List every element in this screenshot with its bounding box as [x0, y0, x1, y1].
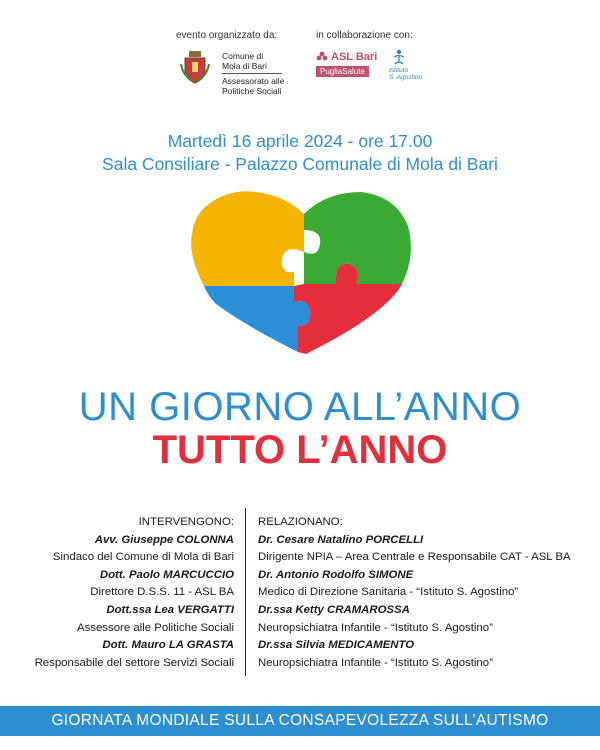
- asl-logo-sub: PugliaSalute: [316, 66, 369, 77]
- event-info: [0, 130, 600, 176]
- speaker-name: Dr. Antonio Rodolfo SIMONE: [258, 568, 414, 581]
- title-line1: UN GIORNO ALL’ANNO: [78, 385, 522, 429]
- comune-divider: [222, 73, 282, 74]
- event-venue: Sala Consiliare - Palazzo Comunale di Mola di Bari: [102, 154, 498, 174]
- istituto-figure-icon: [392, 49, 406, 65]
- event-datetime: Martedì 16 aprile 2024 - ore 17.00: [167, 131, 433, 151]
- speaker-role: Medico di Direzione Sanitaria - “Istituto S. Agostino”: [258, 586, 519, 599]
- assessorato-line1: Assessorato alle: [222, 76, 285, 86]
- comune-text: [222, 51, 284, 96]
- speaker-name: Dr. Cesare Natalino PORCELLI: [258, 533, 424, 546]
- speaker-role: Direttore D.S.S. 11 - ASL BA: [90, 586, 234, 599]
- title-line2: TUTTO L’ANNO: [152, 428, 448, 472]
- organizer-label: evento organizzato da:: [176, 30, 278, 41]
- speaker-role: Responsabile del settore Servizi Sociali: [34, 656, 234, 669]
- assessorato-line2: Politiche Sociali: [222, 86, 282, 96]
- intervengono-list: [35, 514, 234, 672]
- speaker-name: Dott. Paolo MARCUCCIO: [99, 568, 234, 581]
- istituto-line2: S. Agostino: [389, 74, 423, 81]
- speaker-role: Sindaco del Comune di Mola di Bari: [52, 551, 234, 564]
- speaker-name: Dr.ssa Ketty CRAMAROSSA: [258, 603, 410, 616]
- intervengono-heading: INTERVENGONO:: [138, 516, 234, 528]
- istituto-line1: Istituto: [389, 67, 409, 74]
- speaker-name: Dr.ssa Silvia MEDICAMENTO: [258, 639, 415, 652]
- speaker-name: Dott.ssa Lea VERGATTI: [106, 603, 234, 616]
- speaker-name: Avv. Giuseppe COLONNA: [94, 533, 234, 546]
- speaker-name: Dott. Mauro LA GRASTA: [102, 639, 234, 652]
- collab-label: in collaborazione con:: [316, 30, 413, 41]
- istituto-text: [389, 67, 422, 81]
- puzzle-piece-yellow: [191, 191, 304, 286]
- speaker-role: Assessore alle Politiche Sociali: [76, 621, 234, 634]
- column-divider: [245, 508, 246, 676]
- asl-logo-name: ASL Bari: [331, 51, 378, 63]
- comune-line1: Comune di: [222, 51, 264, 61]
- asl-flower-icon: [316, 51, 328, 63]
- footer-banner: GIORNATA MONDIALE SULLA CONSAPEVOLEZZA SULL’AUTISMO: [0, 706, 600, 736]
- puzzle-piece-green: [304, 192, 411, 284]
- speaker-role: Dirigente NPIA – Area Centrale e Responsabile CAT - ASL BA: [258, 551, 571, 564]
- speaker-role: Neuropsichiatra Infantile - “Istituto S. Agostino”: [258, 656, 493, 669]
- puzzle-heart-logo: [186, 186, 416, 356]
- relazionano-list: [258, 514, 571, 672]
- comune-line2: Mola di Bari: [222, 61, 267, 71]
- speaker-role: Neuropsichiatra Infantile - “Istituto S. Agostino”: [258, 621, 493, 634]
- comune-crest-logo: [180, 50, 210, 84]
- relazionano-heading: RELAZIONANO:: [258, 516, 343, 528]
